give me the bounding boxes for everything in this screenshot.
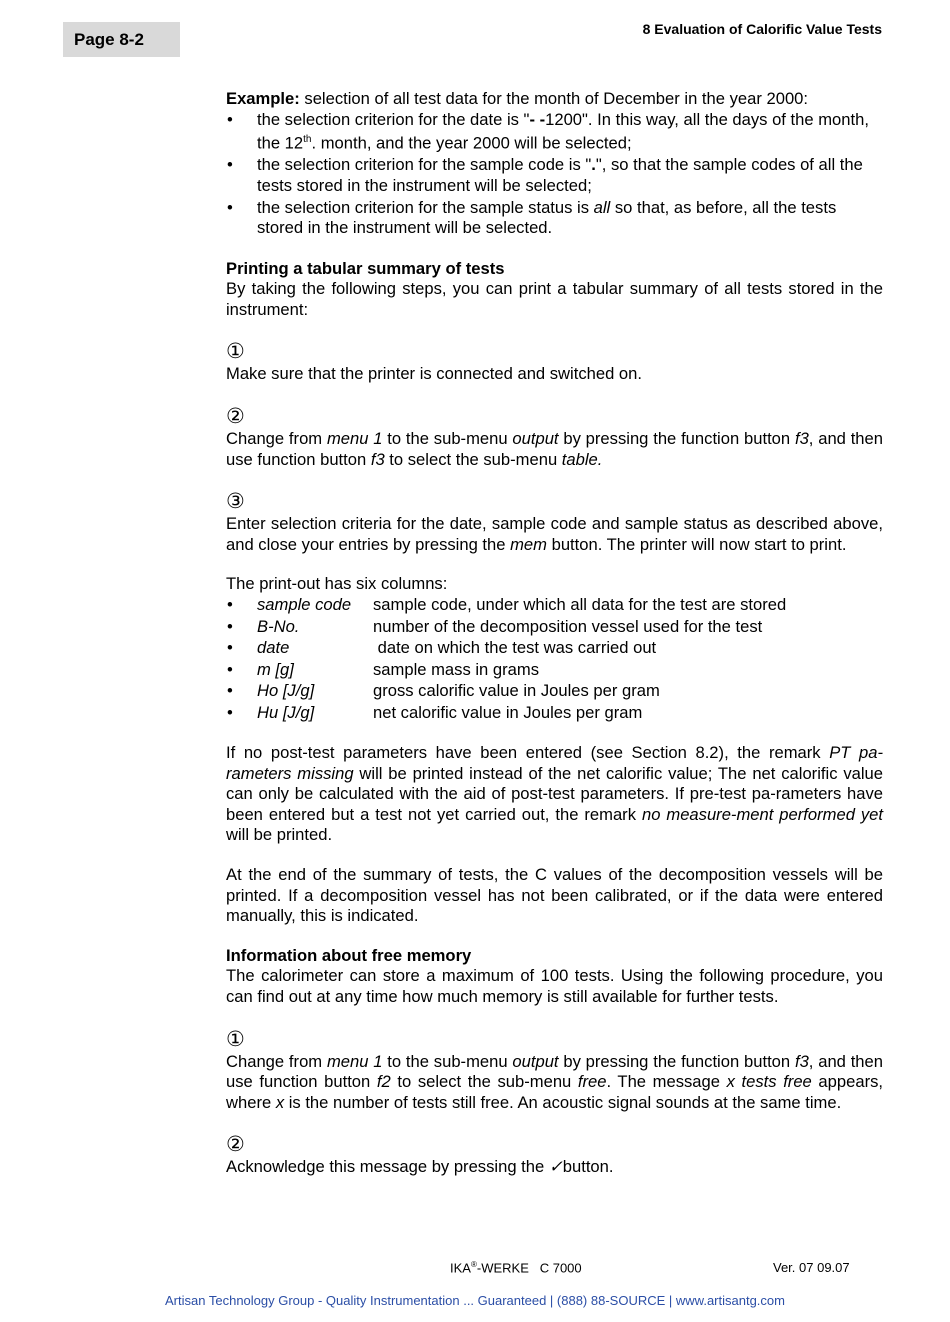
text-run: ® [470,1260,477,1269]
text-run: 1200". In this way, all the days of the month, the 12 [257,109,869,153]
list-item [226,110,883,155]
example-text: selection of all test data for the month of December in the year 2000: [299,89,809,108]
column-term: date [257,638,290,658]
column-term: m [g] [257,659,294,679]
list-item [226,617,883,639]
printing-step-1: Make sure that the printer is connected and switched on. [226,364,643,384]
text-run: -WERKE C 7000 [476,1260,582,1276]
page-number-tab [63,22,180,57]
column-desc: sample code, under which all data for the test are stored [373,595,787,615]
text-run: . month, and the year 2000 will be selected; [311,133,632,153]
text-run: button. The printer will now start to print. [546,534,847,554]
column-desc: gross calorific value in Joules per gram [373,681,660,701]
chapter-title: 8 Evaluation of Calorific Value Tests [642,21,882,37]
columns-list [226,595,883,724]
text-run: no measure-ment performed yet [641,804,884,824]
list-item [226,595,883,617]
text-run: . The message [606,1072,727,1092]
text-run: th [303,134,312,146]
text-run: . [591,155,596,175]
column-term: Hu [J/g] [257,702,315,722]
step-number-icon: ③ [226,490,245,514]
remark-paragraph [226,743,883,846]
text-run: by pressing the function button [558,1051,795,1071]
column-desc: number of the decomposition vessel used for the test [373,616,763,636]
text-run: by pressing the function button [558,429,795,449]
printing-step-2 [226,429,883,470]
text-run: f2 [376,1072,391,1092]
text-run: output [512,1051,559,1071]
text-run: to select the sub-menu [384,449,562,469]
column-desc: date on which the test was carried out [373,638,657,658]
text-run: output [512,429,559,449]
step-number-icon: ① [226,1027,245,1051]
column-term: B-No. [257,616,300,636]
example-criteria-list [226,110,883,239]
text-run: x tests free [726,1072,812,1092]
list-item [226,198,883,239]
text-run: f3 [794,1051,809,1071]
column-term: sample code [257,595,352,615]
text-run: is the number of tests still free. An acoustic signal sounds at the same time. [284,1092,842,1112]
example-label: Example: [226,89,300,108]
summary-end-paragraph: At the end of the summary of tests, the C values of the decomposition vessels will be printed. If a decomposition vessel has not been calibrated, or if the data were entered manually, this is indicated. [226,865,883,926]
text-run: , and then use function button [226,429,883,469]
text-run: the selection criterion for the sample status is [257,197,594,217]
list-item [226,155,883,196]
text-run: the selection criterion for the date is " [257,109,530,129]
column-desc: sample mass in grams [373,659,539,679]
text-run: free [577,1072,607,1092]
text-run: IKA [450,1260,471,1276]
memory-heading: Information about free memory [226,945,472,965]
text-run: appears, where [226,1072,883,1112]
list-item [226,703,883,725]
footer-link[interactable]: Artisan Technology Group - Quality Instrumentation ... Guaranteed | (888) 88-SOURCE | www.artisantg.com [165,1293,785,1308]
text-run: all [593,197,611,217]
step-number-icon: ② [226,1133,245,1157]
list-item [226,638,883,660]
text-run: - - [529,109,546,129]
columns-intro: The print-out has six columns: [226,574,448,594]
text-run: button. [562,1157,614,1177]
memory-step-2 [226,1157,883,1178]
text-run: menu 1 [326,1051,383,1071]
memory-step-1 [226,1052,883,1114]
text-run: to the sub-menu [382,1051,513,1071]
text-run: the selection criterion for the sample code is " [257,155,592,175]
checkmark-icon: ✓ [548,1157,563,1177]
text-run: ", so that the sample codes of all the tests stored in the instrument will be selected; [257,155,863,195]
step-number-icon: ② [226,405,245,429]
text-run: x [275,1092,285,1112]
text-run: , and then use function button [226,1051,883,1092]
text-run: Change from [226,1051,327,1071]
footer-version: Ver. 07 09.07 [773,1260,850,1275]
memory-intro: The calorimeter can store a maximum of 100 tests. Using the following procedure, you can find out at any time how much memory is still available for further tests. [226,966,883,1006]
printing-step-3 [226,514,883,555]
printing-intro: By taking the following steps, you can print a tabular summary of all tests stored in the instrument: [226,279,883,319]
text-run: f3 [794,429,809,449]
footer-brand [450,1260,582,1275]
step-number-icon: ① [226,340,245,364]
text-run: Enter selection criteria for the date, sample code and sample status as described above, and close your entries by pressing the [226,514,883,554]
text-run: Acknowledge this message by pressing the [226,1157,549,1177]
text-run: Change from [226,429,327,449]
document-body [226,89,883,1178]
list-item [226,660,883,682]
text-run: If no post-test parameters have been entered (see Section 8.2), the remark [226,743,830,763]
text-run: mem [510,534,547,554]
page-number: Page 8-2 [74,30,144,49]
column-term: Ho [J/g] [257,681,315,701]
list-item [226,681,883,703]
text-run: to select the sub-menu [390,1072,578,1092]
text-run: PT pa-rameters missing [226,743,883,783]
printing-heading: Printing a tabular summary of tests [226,258,505,278]
example-paragraph [226,89,883,110]
text-run: to the sub-menu [382,429,513,449]
text-run: so that, as before, all the tests stored in the instrument will be selected. [257,197,837,238]
column-desc: net calorific value in Joules per gram [373,702,643,722]
text-run: will be printed. [226,825,333,845]
text-run: f3 [370,449,385,469]
text-run: menu 1 [326,429,383,449]
text-run: will be printed instead of the net calorific value; The net calorific value can only be calculated with the aid of post-test parameters. If pre-test pa-rameters have been entered but a test not yet carried out, the remark [226,763,883,824]
text-run: table. [561,449,603,469]
